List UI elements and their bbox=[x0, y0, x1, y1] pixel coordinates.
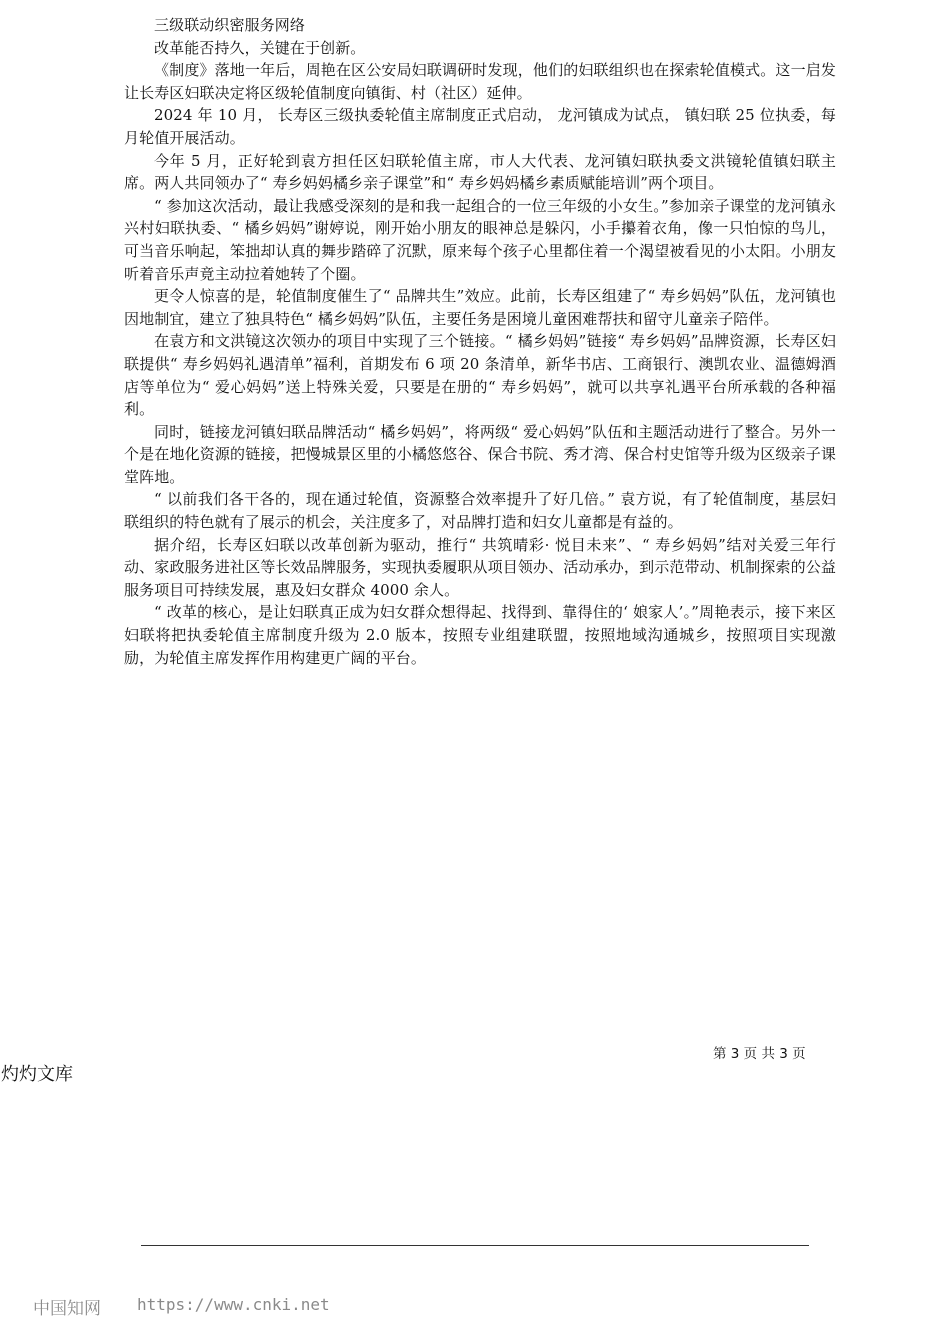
paragraph: “ 参加这次活动，最让我感受深刻的是和我一起组合的一位三年级的小女生。”参加亲子课堂的龙河镇永兴村妇联执委、“ 橘乡妈妈”谢婷说，刚开始小朋友的眼神总是躲闪，小手攥着衣角，像一只怕惊的鸟儿，可当音乐响起，笨拙却认真的舞步踏碎了沉默，原来每个孩子心里都住着一个渴望被看见的小太阳。小朋友听着音乐声竟主动拉着她转了个圈。 bbox=[124, 196, 836, 283]
paragraph: “ 改革的核心，是让妇联真正成为妇女群众想得起、找得到、靠得住的‘ 娘家人’。”周艳表示，接下来区妇联将把执委轮值主席制度升级为 2.0 版本，按照专业组建联盟，按照地域沟通城乡，按照项目实现激励，为轮值主席发挥作用构建更广阔的平台。 bbox=[124, 603, 836, 667]
page-number: 第 3 页 共 3 页 bbox=[713, 1046, 806, 1062]
paragraph: 同时，链接龙河镇妇联品牌活动“ 橘乡妈妈”，将两级“ 爱心妈妈”队伍和主题活动进行了整合。另外一个是在地化资源的链接，把慢城景区里的小橘悠悠谷、保合书院、秀才湾、保合村史馆等升级为区级亲子课堂阵地。 bbox=[124, 422, 836, 486]
paragraph: 今年 5 月，正好轮到袁方担任区妇联轮值主席，市人大代表、龙河镇妇联执委文洪镜轮值镇妇联主席。两人共同领办了“ 寿乡妈妈橘乡亲子课堂”和“ 寿乡妈妈橘乡素质赋能培训”两个项目。 bbox=[124, 151, 836, 193]
brand-label: 灼灼文库 bbox=[1, 1064, 73, 1085]
paragraph: 更令人惊喜的是，轮值制度催生了“ 品牌共生”效应。此前，长寿区组建了“ 寿乡妈妈”队伍，龙河镇也因地制宜，建立了独具特色“ 橘乡妈妈”队伍，主要任务是困境儿童困难帮扶和留守儿童亲子陪伴。 bbox=[124, 287, 836, 328]
paragraph: 在袁方和文洪镜这次领办的项目中实现了三个链接。“ 橘乡妈妈”链接“ 寿乡妈妈”品牌资源，长寿区妇联提供“ 寿乡妈妈礼遇清单”福利，首期发布 6 项 20 条清单，新华书店、工商银行、澳凯农业、温德姆酒店等单位为“ 爱心妈妈”送上特殊关爱，只要是在册的“ 寿乡妈妈”，就可以共享礼遇平台所承载的各种福利。 bbox=[124, 332, 836, 419]
source-name: 中国知网 bbox=[33, 1299, 101, 1319]
paragraph: 改革能否持久，关键在于创新。 bbox=[154, 38, 366, 57]
paragraph: 《制度》落地一年后，周艳在区公安局妇联调研时发现，他们的妇联组织也在探索轮值模式。这一启发让长寿区妇联决定将区级轮值制度向镇街、村（社区）延伸。 bbox=[124, 61, 836, 102]
paragraph: “ 以前我们各干各的，现在通过轮值，资源整合效率提升了好几倍。” 袁方说，有了轮值制度，基层妇联组织的特色就有了展示的机会，关注度多了，对品牌打造和妇女儿童都是有益的。 bbox=[124, 490, 836, 532]
section-heading: 三级联动织密服务网络 bbox=[154, 16, 306, 34]
source-url[interactable]: https://www.cnki.net bbox=[137, 1295, 330, 1314]
paragraph: 2024 年 10 月， 长寿区三级执委轮值主席制度正式启动， 龙河镇成为试点， 镇妇联 25 位执委，每月轮值开展活动。 bbox=[124, 106, 836, 147]
paragraph: 据介绍，长寿区妇联以改革创新为驱动，推行“ 共筑晴彩· 悦目未来”、“ 寿乡妈妈”结对关爱三年行动、家政服务进社区等长效品牌服务，实现执委履职从项目领办、活动承办，到示范带动、机制探索的公益服务项目可持续发展，惠及妇女群众 4000 余人。 bbox=[124, 535, 836, 599]
article-body bbox=[124, 14, 836, 669]
footer-divider bbox=[141, 1245, 809, 1246]
